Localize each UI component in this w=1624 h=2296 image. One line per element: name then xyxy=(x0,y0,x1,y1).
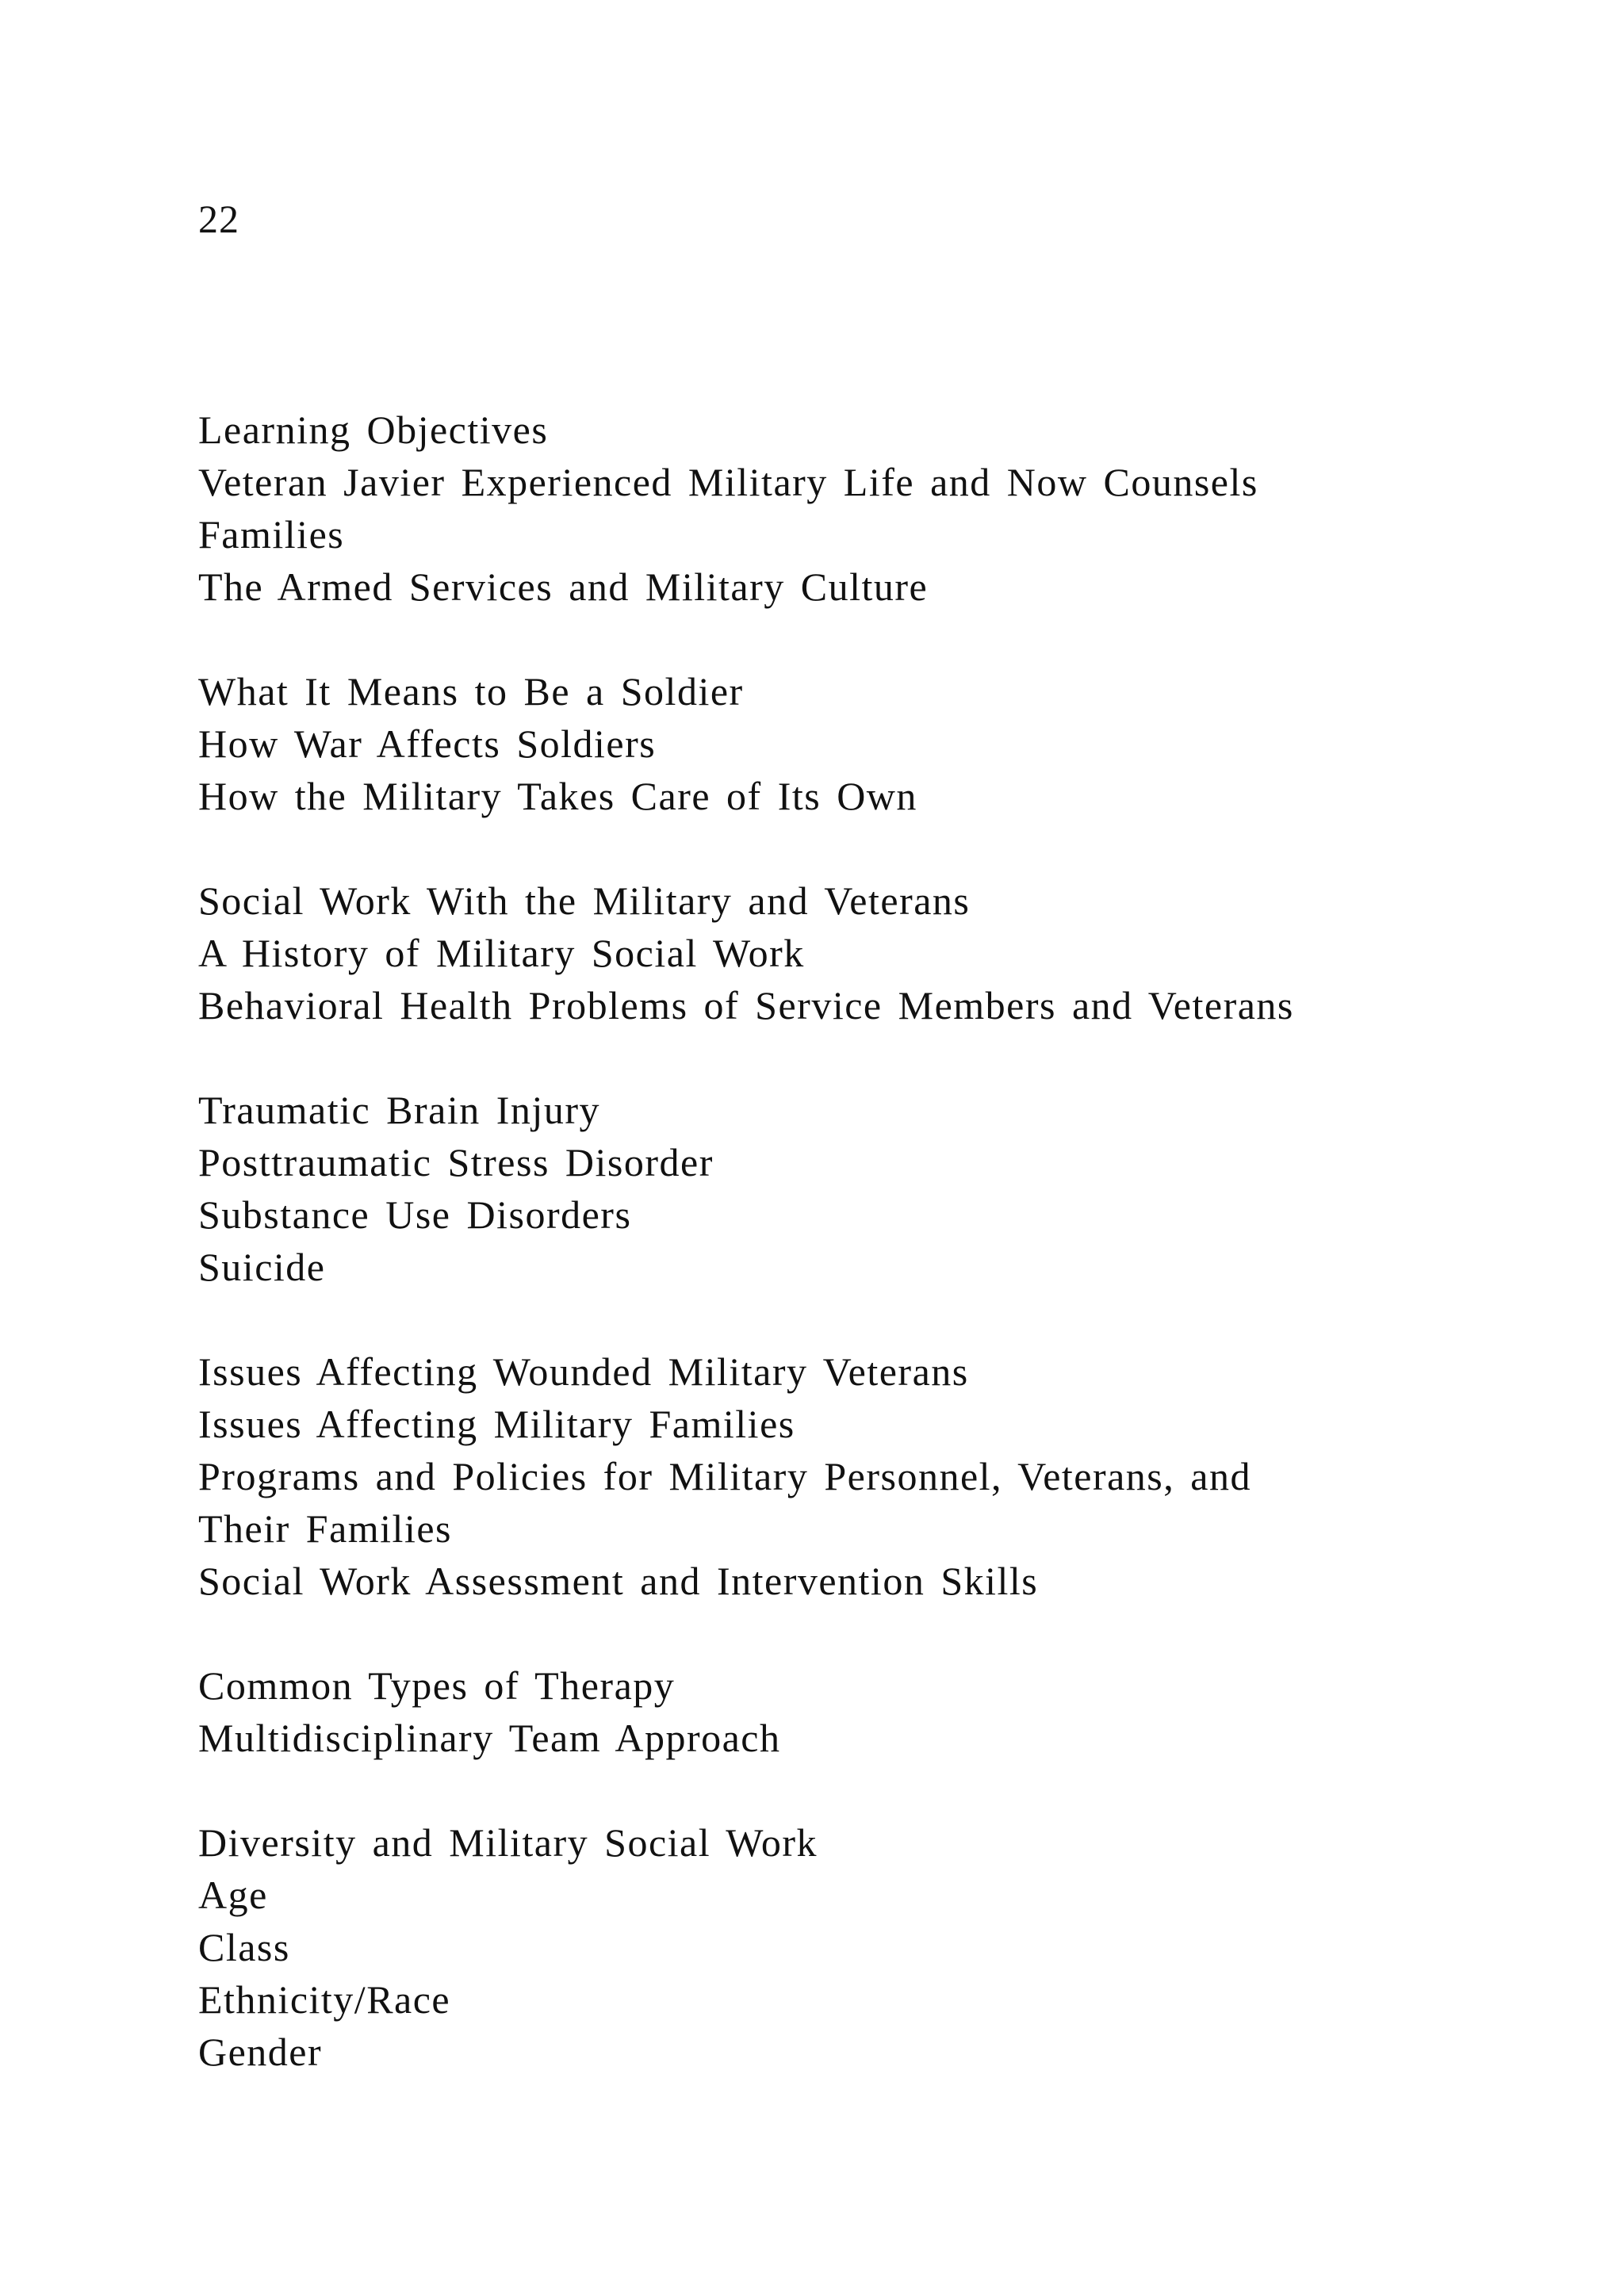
toc-entry: Programs and Policies for Military Personnel, Veterans, and xyxy=(198,1454,1251,1498)
toc-entry: A History of Military Social Work xyxy=(198,931,805,975)
toc-section-group xyxy=(198,1816,1435,2078)
toc-entry: Veteran Javier Experienced Military Life and Now Counsels xyxy=(198,460,1258,504)
toc-entry: Posttraumatic Stress Disorder xyxy=(198,1140,714,1184)
toc-section-group xyxy=(198,404,1435,613)
toc-entry: Social Work Assessment and Intervention Skills xyxy=(198,1559,1039,1603)
toc-section-group xyxy=(198,1345,1435,1607)
toc-entry: Multidisciplinary Team Approach xyxy=(198,1716,781,1760)
toc-entry: Social Work With the Military and Veterans xyxy=(198,878,971,923)
toc-section-group xyxy=(198,874,1435,1031)
toc-entry: How the Military Takes Care of Its Own xyxy=(198,774,917,818)
toc-entry: Substance Use Disorders xyxy=(198,1192,632,1237)
toc-entry: Issues Affecting Military Families xyxy=(198,1402,795,1446)
toc-entry: Ethnicity/Race xyxy=(198,1977,451,2022)
toc-entry: Class xyxy=(198,1925,290,1969)
toc-entry: Diversity and Military Social Work xyxy=(198,1820,818,1865)
toc-entry: The Armed Services and Military Culture xyxy=(198,564,929,609)
toc-entry: How War Affects Soldiers xyxy=(198,721,657,766)
toc-entry: Common Types of Therapy xyxy=(198,1663,676,1708)
toc-entry: Issues Affecting Wounded Military Veterans xyxy=(198,1349,969,1394)
toc-entry: What It Means to Be a Soldier xyxy=(198,669,744,714)
toc-entry: Their Families xyxy=(198,1506,452,1551)
toc-entry: Age xyxy=(198,1873,268,1917)
toc-section-group xyxy=(198,1084,1435,1293)
toc-entry: Behavioral Health Problems of Service Members and Veterans xyxy=(198,983,1294,1027)
toc-entry: Families xyxy=(198,512,345,557)
toc-entry: Gender xyxy=(198,2030,323,2074)
toc-section-group xyxy=(198,1659,1435,1764)
toc-entry: Traumatic Brain Injury xyxy=(198,1088,600,1132)
table-of-contents xyxy=(198,404,1435,2078)
toc-section-group xyxy=(198,665,1435,822)
page-number: 22 xyxy=(198,197,239,241)
toc-entry: Suicide xyxy=(198,1245,326,1289)
toc-entry: Learning Objectives xyxy=(198,408,549,452)
